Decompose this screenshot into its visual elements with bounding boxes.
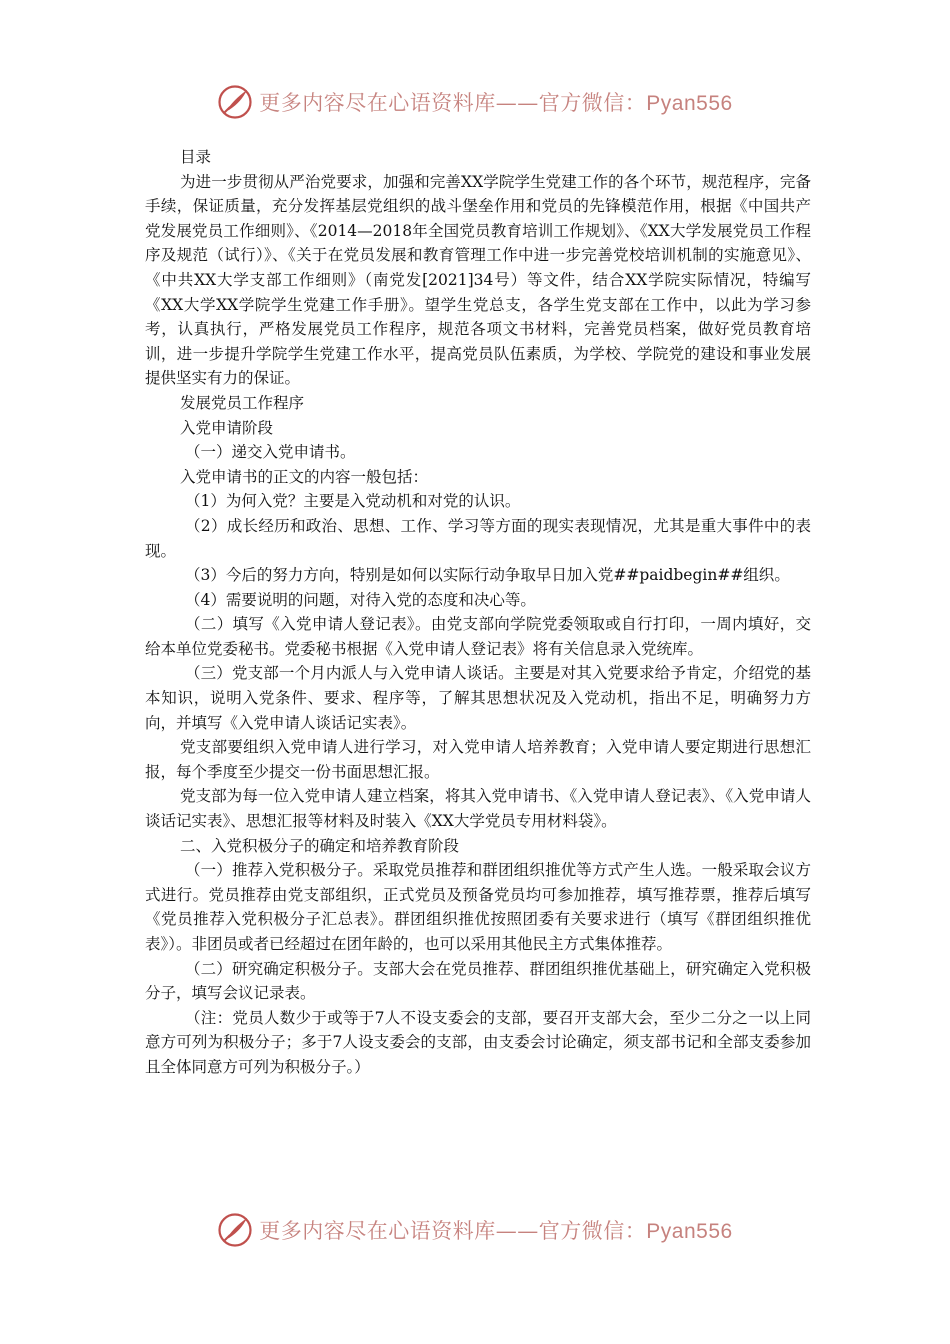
step-paragraph: （二）研究确定积极分子。支部大会在党员推荐、群团组织推优基础上，研究确定入党积极分子，填写会议记录表。 — [145, 959, 811, 1003]
content-intro: 入党申请书的正文的内容一般包括： — [180, 467, 429, 486]
step-paragraph: （三）党支部一个月内派人与入党申请人谈话。主要是对其入党要求给予肯定，介绍党的基本知识，说明入党条件、要求、程序等，了解其思想状况及入党动机，指出不足，明确努力方向，并填写《入党申请人谈话记实表》。 — [145, 664, 811, 732]
step-paragraph: （一）递交入党申请书。 — [185, 443, 356, 462]
banner-text: 更多内容尽在心语资料库——官方微信：Pyan556 — [259, 91, 733, 115]
section-heading: 发展党员工作程序 — [180, 393, 305, 412]
body-paragraph: 党支部要组织入党申请人进行学习，对入党申请人培养教育；入党申请人要定期进行思想汇报，每个季度至少提交一份书面思想汇报。 — [145, 738, 811, 781]
list-item: （1）为何入党？主要是入党动机和对党的认识。 — [185, 492, 521, 511]
intro-paragraph: 为进一步贯彻从严治党要求，加强和完善XX学院学生党建工作的各个环节，规范程序，完备手续，保证质量，充分发挥基层党组织的战斗堡垒作用和党员的先锋模范作用，根据《中国共产党发展党员工作细则》、《2014—2018年全国党员教育培训工作规划》、《XX大学发展党员工作程序及规范（试行）》、《关于在党员发展和教育管理工作中进一步完善党校培训机制的实施意见》、《中共XX大学支部工作细则》（南党发[2021]34号）等文件，结合XX学院实际情况，特编写《XX大学XX学院学生党建工作手册》。望学生党总支，各学生党支部在工作中，以此为学习参考，认真执行，严格发展党员工作程序，规范各项文书材料，完善党员档案，做好党员教育培训，进一步提升学院学生党建工作水平，提高党员队伍素质，为学校、学院党的建设和事业发展提供坚实有力的保证。 — [145, 172, 811, 388]
list-item: （3）今后的努力方向，特别是如何以实际行动争取早日加入党##paidbegin##组织。 — [185, 566, 790, 585]
feather-pen-logo-icon — [217, 1212, 253, 1248]
feather-pen-logo-icon — [217, 84, 253, 120]
note-paragraph: （注：党员人数少于或等于7人不设支委会的支部，要召开支部大会，至少二分之一以上同意方可列为积极分子；多于7人设支委会的支部，由支委会讨论确定，须支部书记和全部支委参加且全体同意方可列为积极分子。） — [145, 1008, 811, 1076]
footer-watermark-banner — [0, 1210, 950, 1250]
banner-text: 更多内容尽在心语资料库——官方微信：Pyan556 — [259, 1219, 733, 1243]
list-item: （2）成长经历和政治、思想、工作、学习等方面的现实表现情况，尤其是重大事件中的表现。 — [145, 516, 811, 560]
step-paragraph: （一）推荐入党积极分子。采取党员推荐和群团组织推优等方式产生人选。一般采取会议方式进行。党员推荐由党支部组织，正式党员及预备党员均可参加推荐，填写推荐票，推荐后填写《党员推荐入党积极分子汇总表》。群团组织推优按照团委有关要求进行（填写《群团组织推优表》）。非团员或者已经超过在团年龄的，也可以采用其他民主方式集体推荐。 — [145, 861, 811, 953]
document-body — [145, 145, 811, 1080]
list-item: （4）需要说明的问题，对待入党的态度和决心等。 — [185, 590, 536, 609]
step-paragraph: （二）填写《入党申请人登记表》。由党支部向学院党委领取或自行打印，一周内填好，交给本单位党委秘书。党委秘书根据《入党申请人登记表》将有关信息录入党统库。 — [145, 615, 811, 658]
body-paragraph: 党支部为每一位入党申请人建立档案，将其入党申请书、《入党申请人登记表》、《入党申请人谈话记实表》、思想汇报等材料及时装入《XX大学党员专用材料袋》。 — [145, 787, 811, 831]
subsection-heading: 入党申请阶段 — [180, 418, 274, 437]
wechat-id: Pyan556 — [646, 1220, 733, 1243]
section-heading: 二、入党积极分子的确定和培养教育阶段 — [180, 836, 460, 855]
wechat-id: Pyan556 — [646, 92, 733, 115]
header-watermark-banner — [0, 82, 950, 122]
toc-title: 目录 — [180, 148, 212, 166]
